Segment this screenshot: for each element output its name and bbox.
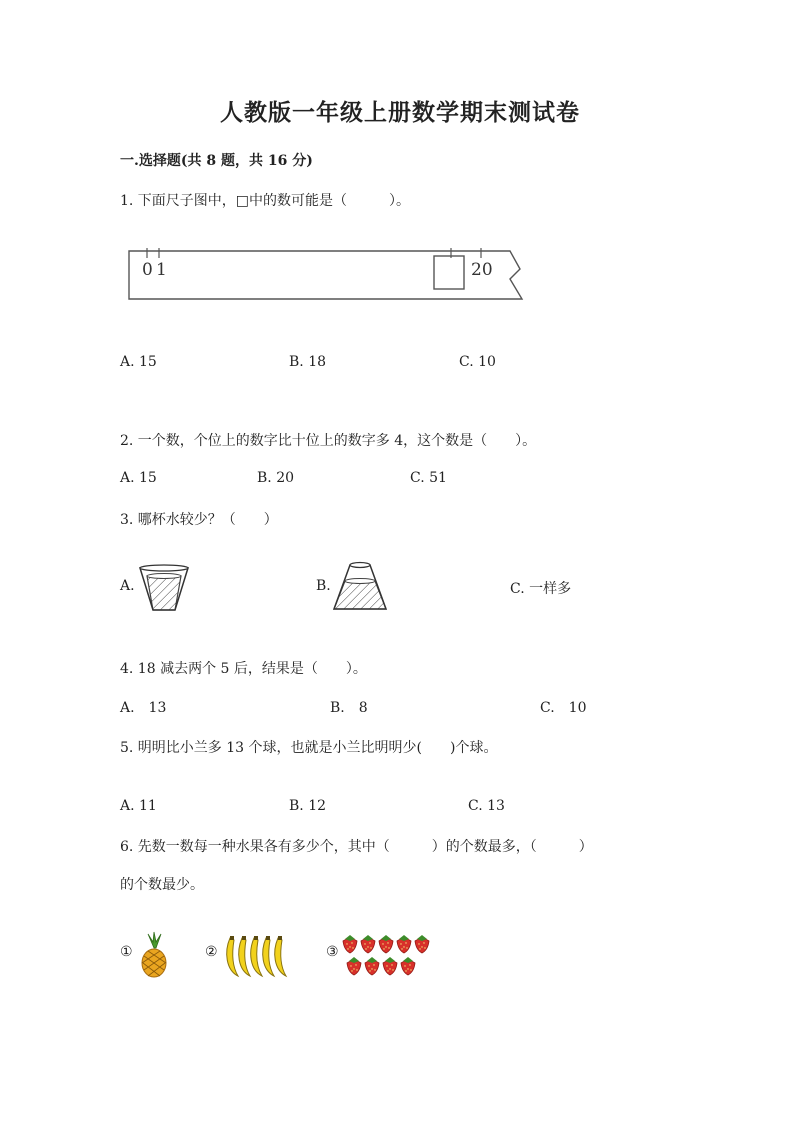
q4-option-b[interactable]: B. 8 xyxy=(330,700,368,716)
strawberry-icon xyxy=(365,957,379,975)
strawberry-icon xyxy=(401,957,415,975)
strawberry-icon xyxy=(383,957,397,975)
cup-b-icon xyxy=(332,561,388,613)
fruit-marker-2: ② xyxy=(205,944,218,960)
question-5-text: 5. 明明比小兰多 13 个球，也就是小兰比明明少( )个球。 xyxy=(120,740,498,756)
question-2-text: 2. 一个数，个位上的数字比十位上的数字多 4，这个数是（ ）。 xyxy=(120,433,537,449)
section-heading: 一.选择题(共 8 题，共 16 分) xyxy=(120,153,313,169)
q3-option-b[interactable]: B. xyxy=(316,578,331,594)
page-title: 人教版一年级上册数学期末测试卷 xyxy=(220,99,580,126)
cup-a-icon xyxy=(138,564,190,614)
bananas-icon xyxy=(222,934,294,978)
question-3-text: 3. 哪杯水较少？（ ） xyxy=(120,512,278,528)
strawberry-icon xyxy=(361,935,375,953)
q5-option-a[interactable]: A. 11 xyxy=(120,798,157,814)
q3-option-c[interactable]: C. 一样多 xyxy=(510,581,572,597)
q5-option-b[interactable]: B. 12 xyxy=(289,798,327,814)
q5-option-c[interactable]: C. 13 xyxy=(468,798,505,814)
strawberry-icon xyxy=(415,935,429,953)
pineapple-icon xyxy=(138,932,170,978)
ruler-label-1: 1 xyxy=(156,260,167,280)
q4-option-c[interactable]: C. 10 xyxy=(540,700,587,716)
ruler-label-0: 0 xyxy=(142,260,153,280)
fruit-marker-1: ① xyxy=(120,944,133,960)
strawberries-icon xyxy=(342,934,432,978)
q1-option-c[interactable]: C. 10 xyxy=(459,354,496,370)
q2-option-b[interactable]: B. 20 xyxy=(257,470,295,486)
strawberry-icon xyxy=(347,957,361,975)
q1-option-b[interactable]: B. 18 xyxy=(289,354,327,370)
strawberry-icon xyxy=(379,935,393,953)
ruler-label-20: 20 xyxy=(471,260,493,280)
q2-option-a[interactable]: A. 15 xyxy=(120,470,157,486)
question-4-text: 4. 18 减去两个 5 后，结果是（ ）。 xyxy=(120,661,367,677)
question-6-text-line1: 6. 先数一数每一种水果各有多少个，其中（ ）的个数最多，（ ） xyxy=(120,839,593,855)
question-1-text: 1. 下面尺子图中，□中的数可能是（ ）。 xyxy=(120,193,411,209)
q2-option-c[interactable]: C. 51 xyxy=(410,470,447,486)
q3-option-a[interactable]: A. xyxy=(120,578,135,594)
strawberry-icon xyxy=(343,935,357,953)
ruler-figure xyxy=(128,246,528,304)
q4-option-a[interactable]: A. 13 xyxy=(120,700,167,716)
question-6-text-line2: 的个数最少。 xyxy=(120,877,204,893)
fruit-marker-3: ③ xyxy=(326,944,339,960)
q1-option-a[interactable]: A. 15 xyxy=(120,354,157,370)
strawberry-icon xyxy=(397,935,411,953)
